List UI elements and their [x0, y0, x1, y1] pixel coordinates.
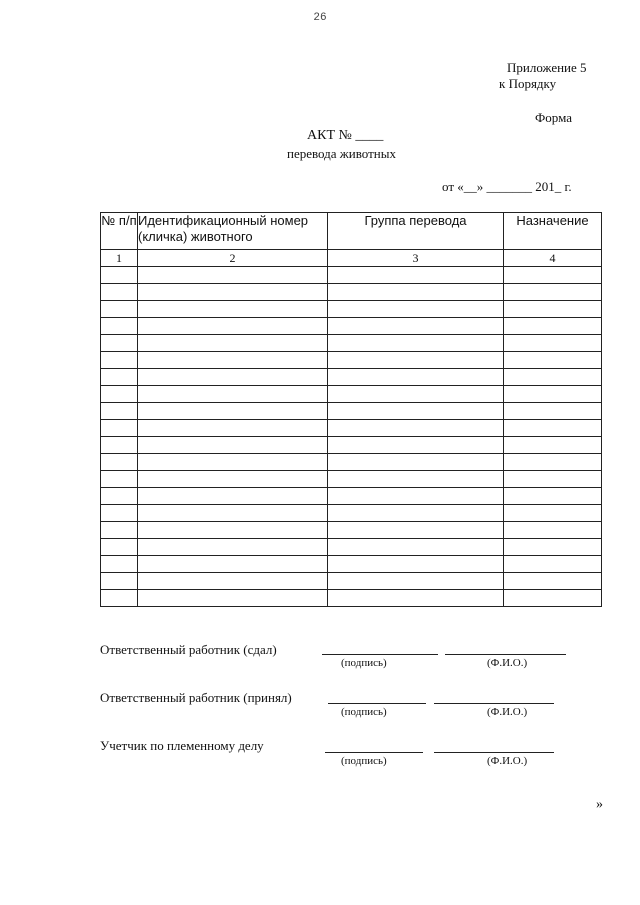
table-header-row: [101, 213, 602, 250]
table-cell: [101, 318, 138, 335]
table-cell: [328, 590, 504, 607]
name-line-accountant: [434, 752, 554, 753]
table-cell: [504, 369, 602, 386]
table-cell: [504, 301, 602, 318]
table-cell: [101, 522, 138, 539]
table-cell: [504, 335, 602, 352]
table-row: [101, 454, 602, 471]
table-cell: [328, 556, 504, 573]
table-cell: [328, 335, 504, 352]
table-cell: [138, 386, 328, 403]
table-cell: [101, 590, 138, 607]
table-row: [101, 573, 602, 590]
table-cell: [328, 420, 504, 437]
table-cell: [138, 437, 328, 454]
header-transfer-group: Группа перевода: [328, 213, 504, 250]
table-cell: [138, 369, 328, 386]
table-row: [101, 284, 602, 301]
signature-line-accountant: [325, 752, 423, 753]
signature-line-gave: [322, 654, 438, 655]
table-cell: [328, 352, 504, 369]
table-cell: [101, 556, 138, 573]
table-cell: [328, 488, 504, 505]
table-cell: [504, 318, 602, 335]
table-row: [101, 318, 602, 335]
table-cell: [328, 386, 504, 403]
table-row: [101, 386, 602, 403]
name-line-received: [434, 703, 554, 704]
header-animal-id: Идентификационный номер (кличка) животного: [138, 213, 328, 250]
table-cell: [328, 318, 504, 335]
act-date-line: от «__» _______ 201_ г.: [442, 179, 572, 194]
table-cell: [504, 454, 602, 471]
table-cell: [138, 403, 328, 420]
table-cell: [504, 590, 602, 607]
table-cell: [101, 335, 138, 352]
name-caption-gave: (Ф.И.О.): [487, 657, 528, 669]
table-cell: [138, 420, 328, 437]
act-title: АКТ № ____: [307, 128, 384, 143]
table-cell: [138, 522, 328, 539]
table-row: [101, 505, 602, 522]
table-cell: [504, 267, 602, 284]
table-cell: [138, 539, 328, 556]
signature-label-received: Ответственный работник (принял): [100, 690, 292, 705]
sign-caption-gave: (подпись): [341, 657, 387, 669]
table-cell: [504, 386, 602, 403]
header-purpose: Назначение: [504, 213, 602, 250]
table-cell: [138, 590, 328, 607]
table-cell: [504, 556, 602, 573]
table-cell: [101, 420, 138, 437]
table-cell: [101, 454, 138, 471]
name-caption-received: (Ф.И.О.): [487, 706, 528, 718]
table-cell: [504, 403, 602, 420]
table-cell: [101, 284, 138, 301]
table-cell: [504, 437, 602, 454]
table-cell: [328, 539, 504, 556]
table-cell: [328, 301, 504, 318]
name-caption-accountant: (Ф.И.О.): [487, 755, 528, 767]
table-cell: [138, 352, 328, 369]
table-cell: [101, 267, 138, 284]
header-number: № п/п: [101, 213, 138, 250]
table-cell: [504, 539, 602, 556]
table-row: [101, 539, 602, 556]
table-row: [101, 369, 602, 386]
appendix-label: Приложение 5: [507, 60, 587, 75]
table-cell: [504, 522, 602, 539]
table-cell: [328, 573, 504, 590]
table-row: [101, 420, 602, 437]
table-cell: [101, 471, 138, 488]
column-number-2: 2: [138, 250, 328, 267]
table-cell: [328, 471, 504, 488]
table-cell: [138, 284, 328, 301]
act-subtitle: перевода животных: [287, 146, 396, 161]
table-cell: [101, 573, 138, 590]
table-row: [101, 301, 602, 318]
appendix-subtitle: к Порядку: [499, 76, 557, 91]
table-cell: [138, 471, 328, 488]
table-cell: [328, 369, 504, 386]
table-row: [101, 522, 602, 539]
table-cell: [504, 573, 602, 590]
table-cell: [138, 454, 328, 471]
table-cell: [101, 386, 138, 403]
table-cell: [504, 505, 602, 522]
column-number-1: 1: [101, 250, 138, 267]
table-cell: [328, 505, 504, 522]
table-cell: [328, 454, 504, 471]
table-cell: [101, 539, 138, 556]
table-cell: [504, 284, 602, 301]
sign-caption-received: (подпись): [341, 706, 387, 718]
table-cell: [504, 420, 602, 437]
table-row: [101, 590, 602, 607]
name-line-gave: [445, 654, 566, 655]
table-cell: [138, 335, 328, 352]
table-cell: [101, 352, 138, 369]
table-row: [101, 556, 602, 573]
table-cell: [138, 488, 328, 505]
table-cell: [328, 437, 504, 454]
table-row: [101, 471, 602, 488]
table-row: [101, 488, 602, 505]
signature-label-accountant: Учетчик по племенному делу: [100, 738, 264, 753]
closing-quote: »: [596, 797, 603, 812]
table-row: [101, 335, 602, 352]
table-cell: [138, 267, 328, 284]
sign-caption-accountant: (подпись): [341, 755, 387, 767]
table-row: [101, 403, 602, 420]
table-cell: [328, 522, 504, 539]
table-cell: [504, 352, 602, 369]
page-number: 26: [313, 12, 327, 24]
table-cell: [328, 284, 504, 301]
table-cell: [101, 403, 138, 420]
table-cell: [101, 488, 138, 505]
table-cell: [101, 505, 138, 522]
signature-label-gave: Ответственный работник (сдал): [100, 642, 277, 657]
column-number-4: 4: [504, 250, 602, 267]
table-cell: [504, 488, 602, 505]
table-row: [101, 437, 602, 454]
table-cell: [138, 301, 328, 318]
table-cell: [138, 573, 328, 590]
table-cell: [101, 301, 138, 318]
signature-line-received: [328, 703, 426, 704]
table-cell: [101, 437, 138, 454]
column-number-row: [101, 250, 602, 267]
table-row: [101, 267, 602, 284]
table-cell: [328, 403, 504, 420]
table-cell: [328, 267, 504, 284]
column-number-3: 3: [328, 250, 504, 267]
table-row: [101, 352, 602, 369]
table-cell: [138, 318, 328, 335]
transfer-table: [100, 212, 602, 607]
table-cell: [138, 505, 328, 522]
table-cell: [504, 471, 602, 488]
table-cell: [138, 556, 328, 573]
form-label: Форма: [535, 110, 572, 125]
table-cell: [101, 369, 138, 386]
